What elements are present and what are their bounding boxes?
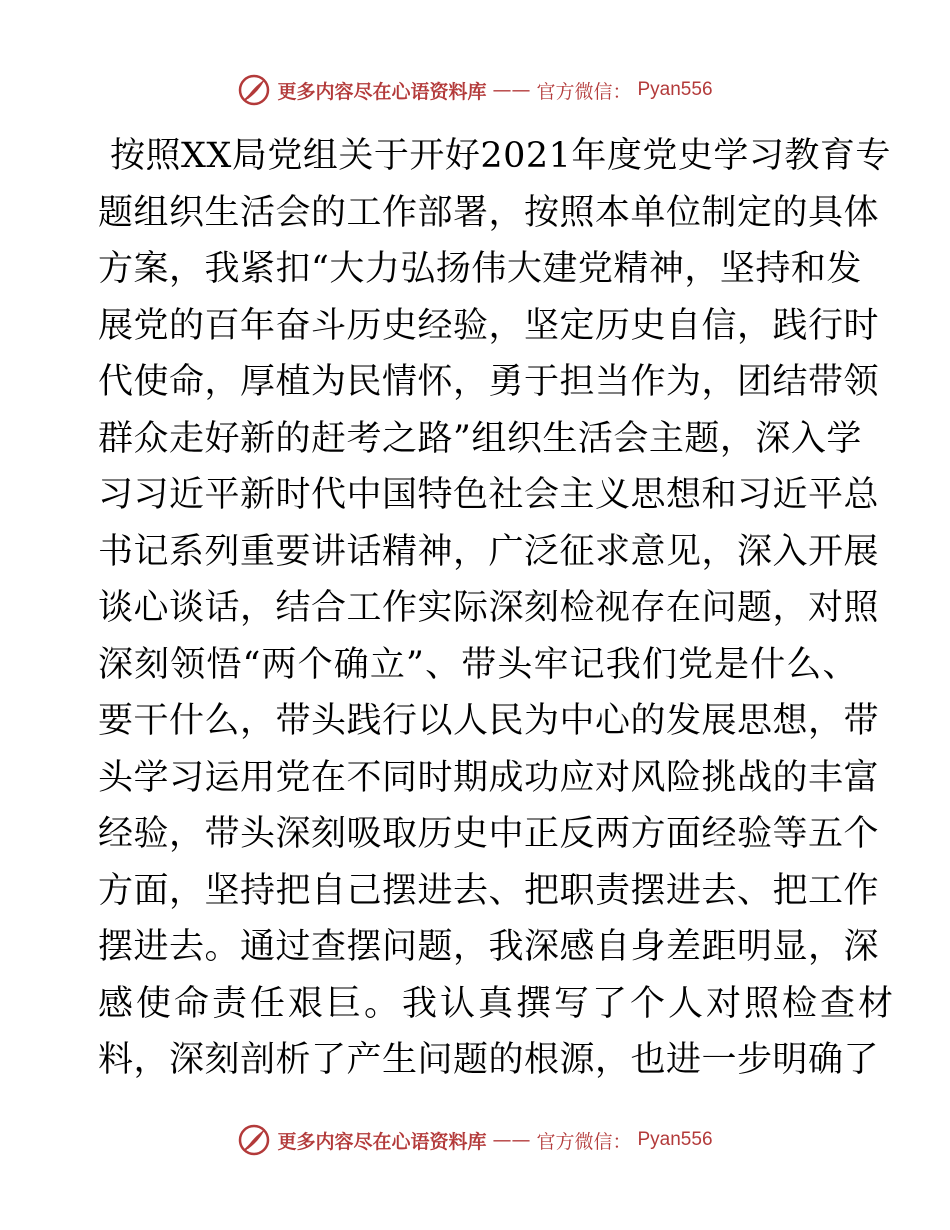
body-line: 代使命，厚植为民情怀，勇于担当作为，团结带领 — [98, 362, 880, 402]
watermark-official-label: 官方微信： — [536, 1130, 632, 1153]
body-line: 题组织生活会的工作部署，按照本单位制定的具体 — [98, 192, 880, 233]
body-line: 头学习运用党在不同时期成功应对风险挑战的丰富 — [98, 757, 880, 798]
watermark-contact: Pyan556 — [637, 79, 713, 100]
watermark-brand: 更多内容尽在心语资料库 — [277, 1130, 487, 1153]
quill-logo-icon — [237, 1123, 271, 1157]
body-line: 按照XX局党组关于开好2021年度党史学习教育专 — [110, 136, 891, 176]
watermark-brand: 更多内容尽在心语资料库 — [277, 80, 487, 103]
watermark-contact: Pyan556 — [637, 1129, 713, 1150]
body-line: 经验，带头深刻吸取历史中正反两方面经验等五个 — [98, 814, 880, 854]
watermark-official-label: 官方微信： — [536, 80, 632, 103]
body-line: 方案，我紧扣“大力弘扬伟大建党精神，坚持和发 — [98, 249, 862, 289]
body-line: 方面，坚持把自己摆进去、把职责摆进去、把工作 — [98, 870, 880, 911]
watermark-separator: —— — [492, 79, 531, 101]
body-line: 展党的百年奋斗历史经验，坚定历史自信，践行时 — [98, 305, 880, 346]
body-line: 深刻领悟“两个确立”、带头牢记我们党是什么、 — [98, 644, 858, 685]
watermark-separator: —— — [492, 1129, 531, 1151]
body-line: 书记系列重要讲话精神，广泛征求意见，深入开展 — [98, 531, 880, 572]
body-line: 要干什么，带头践行以人民为中心的发展思想，带 — [98, 701, 880, 741]
body-line: 习习近平新时代中国特色社会主义思想和习近平总 — [98, 475, 880, 515]
body-line: 感使命责任艰巨。我认真撰写了个人对照检查材 — [98, 983, 897, 1024]
body-line: 谈心谈话，结合工作实际深刻检视存在问题，对照 — [98, 588, 880, 628]
document-body — [98, 128, 897, 1089]
body-line: 摆进去。通过查摆问题，我深感自身差距明显，深 — [98, 927, 880, 967]
watermark-header — [0, 70, 950, 110]
quill-logo-icon — [237, 73, 271, 107]
watermark-footer — [0, 1120, 950, 1160]
body-line: 料，深刻剖析了产生问题的根源，也进一步明确了 — [98, 1040, 880, 1080]
body-line: 群众走好新的赶考之路”组织生活会主题，深入学 — [98, 418, 862, 459]
